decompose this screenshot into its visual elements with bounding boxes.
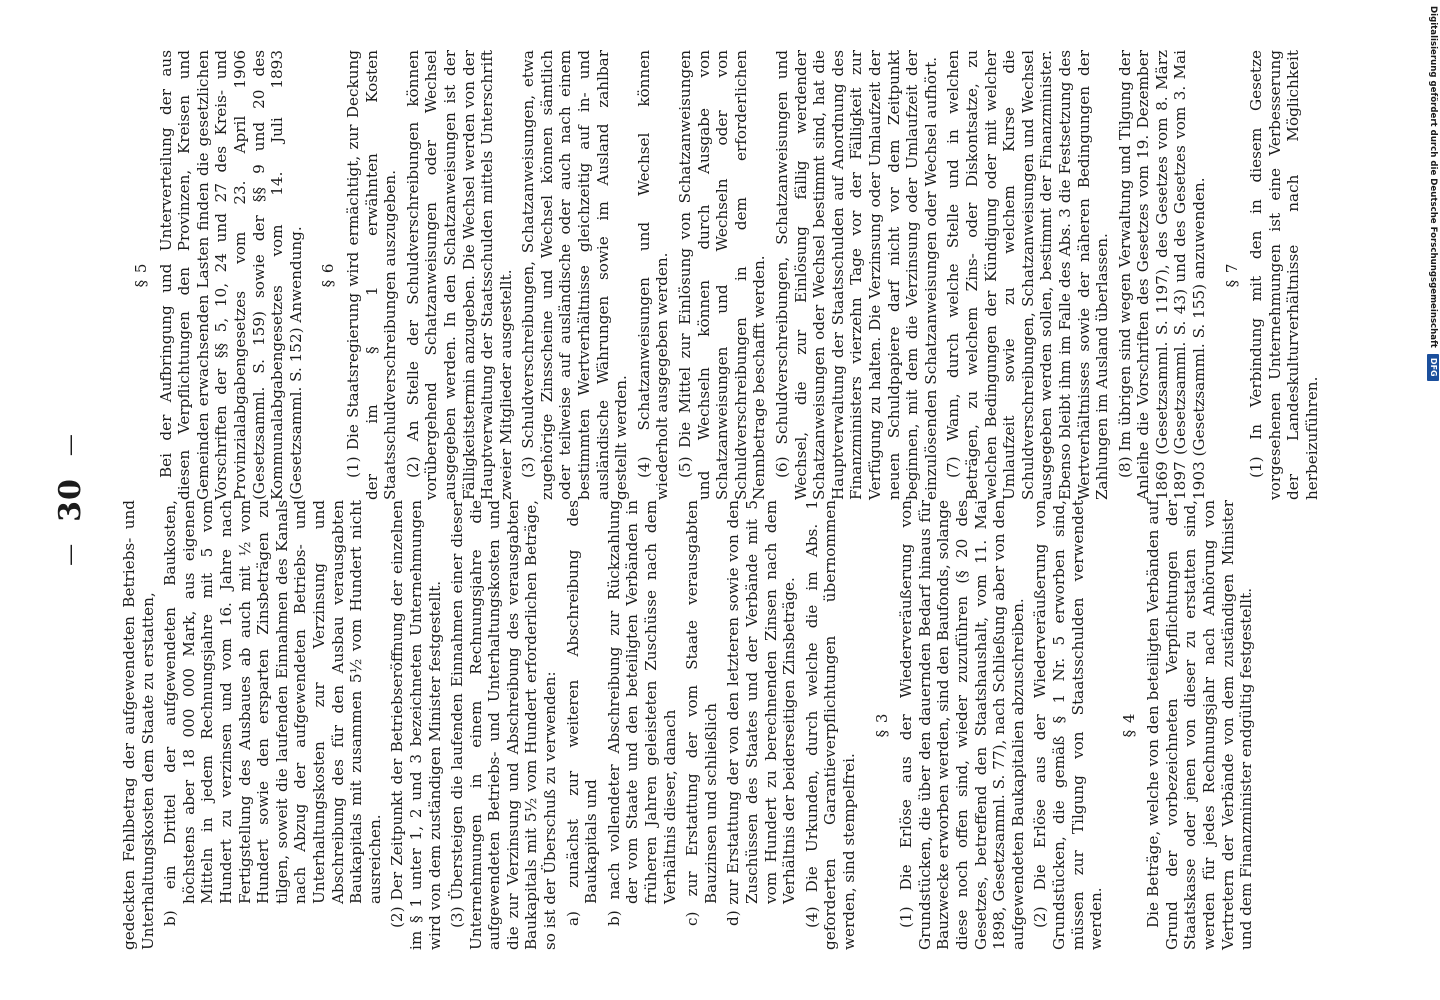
page-number: 30: [52, 478, 88, 522]
section-heading: § 7: [1222, 262, 1241, 288]
paragraph: (7) Wann, durch welche Stelle und in welchen Beträgen, zu welchem Zins- oder Diskontsatze, zu welchen Bedingungen der Kündigung oder mit welcher Umlaufzeit sowie zu welchem Kurse die Schuldverschreibungen, Schatzanweisungen und Wechsel ausgegeben werden sollen, bestimmt der Finanzminister. Ebenso bleibt ihm im Falle des Abs. 3 die Festsetzung des Wertverhältnisses sowie der näheren Bedingungen der Zahlungen im Ausland überlassen.: [944, 50, 1112, 500]
paragraph: Die Beträge, welche von den beteiligten Verbänden auf Grund der vorbezeichneten Verpflichtungen der Staatskasse oder jenen von dieser zu erstatten sind, werden für jedes Rechnungsjahr nach Anhörung von Vertretern der Verbände von dem zuständigen Minister und dem Finanzminister endgültig festgestellt.: [1144, 500, 1256, 950]
section-heading: § 5: [132, 262, 150, 288]
dfg-logo: DFG: [1427, 354, 1439, 381]
paragraph: (3) Schuldverschreibungen, Schatzanweisungen, etwa zugehörige Zinsscheine und Wechsel können sämtlich oder teilweise auf ausländische oder auch nach einem bestimmten Wertverhältnisse gleichzeitig auf in- und ausländische Währungen sowie im Ausland zahlbar gestellt werden.: [519, 50, 631, 500]
list-item: d) zur Erstattung der von den letzteren sowie von den Zuschüssen des Staates und der Verbände mit 5 vom Hundert zu berechnenden Zinsen nach dem Verhältnis der beiderseitigen Zinsbeträge.: [724, 500, 799, 926]
header-dash-right: —: [57, 434, 83, 457]
paragraph: (8) Im übrigen sind wegen Verwaltung und Tilgung der Anleihe die Vorschriften des Gesetzes vom 19. Dezember 1869 (Gesetzsamml. S. 1197), des Gesetzes vom 8. März 1897 (Gesetzsamml. S. 43) und des Gesetzes vom 3. Mai 1903 (Gesetzsamml. S. 155) anzuwenden.: [1115, 50, 1209, 500]
paragraph: (1) In Verbindung mit den in diesem Gesetze vorgesehenen Unternehmungen ist eine Verbesserung der Landeskulturverhältnisse nach Möglichkeit herbeizuführen.: [1247, 50, 1322, 500]
paragraph: (2) An Stelle der Schuldverschreibungen können vorübergehend Schatzanweisungen oder Wechsel ausgegeben werden. In den Schatzanweisungen ist der Fälligkeitstermin anzugeben. Die Wechsel werden von der Hauptverwaltung der Staatsschulden mittels Unterschrift zweier Mitglieder ausgestellt.: [403, 50, 515, 500]
list-item: b) ein Drittel der aufgewendeten Baukosten, höchstens aber 18 000 000 Mark, aus eigenen Mitteln in jedem Rechnungsjahre mit 5 vom Hundert zu verzinsen und vom 16. Jahre nach Fertigstellung des Ausbaues ab auch mit ½ vom Hundert sowie den ersparten Zinsbeträgen zu tilgen, soweit die laufenden Einnahmen des Kanals nach Abzug der aufgewendeten Betriebs- und Unterhaltungskosten zur Verzinsung und Abschreibung des für den Ausbau verausgabten Baukapitals mit zusammen 5½ vom Hundert nicht ausreichen.: [161, 500, 384, 926]
paragraph: (6) Schuldverschreibungen, Schatzanweisungen und Wechsel, die zur Einlösung fällig werdender Schatzanweisungen oder Wechsel bestimmt sind, hat die Hauptverwaltung der Staatsschulden auf Anordnung des Finanzministers vierzehn Tage vor der Fälligkeit zur Verfügung zu halten. Die Verzinsung oder Umlaufzeit der neuen Schuldpapiere darf nicht vor dem Zeitpunkt beginnen, mit dem die Verzinsung oder Umlaufzeit der einzulösenden Schatzanweisungen oder Wechsel aufhört.: [773, 50, 940, 500]
right-text-column: [118, 50, 1326, 500]
header-dash-left: —: [57, 543, 83, 566]
section-heading: § 6: [319, 262, 338, 288]
list-item: c) zur Erstattung der vom Staate verausgabten Bauzinsen und schließlich: [683, 500, 720, 926]
list-item: b) nach vollendeter Abschreibung zur Rückzahlung der vom Staate und den beteiligten Verbänden in früheren Jahren geleisteten Zuschüsse nach dem Verhältnis dieser, danach: [604, 500, 679, 926]
section-heading: § 3: [872, 712, 891, 738]
digitization-credit: [1426, 6, 1440, 1000]
left-text-column: [120, 500, 1260, 950]
page-header: [40, 0, 100, 1000]
paragraph: gedeckten Fehlbetrag der aufgewendeten Betriebs- und Unterhaltungskosten dem Staate zu erstatten,: [120, 500, 157, 950]
paragraph: (1) Die Erlöse aus der Wiederveräußerung von Grundstücken, die über den dauernden Bedarf hinaus für Bauzwecke erworben werden, sind den Baufonds, solange diese noch offen sind, wieder zuzuführen (§ 20 des Gesetzes, betreffend den Staatshaushalt, vom 11. Mai 1898, Gesetzsamml. S. 77), nach Schließung aber von den aufgewendeten Baukapitalien abzuschreiben.: [897, 500, 1027, 950]
paragraph: (5) Die Mittel zur Einlösung von Schatzanweisungen und Wechseln können durch Ausgabe von Schatzanweisungen und Wechseln oder von Schuldverschreibungen in dem erforderlichen Nennbetrage beschafft werden.: [676, 50, 769, 500]
paragraph: Bei der Aufbringung und Unterverteilung der aus diesen Verpflichtungen den Provinzen, Kreisen und Gemeinden erwachsenden Lasten finden die gesetzlichen Vorschriften der §§ 5, 10, 24 und 27 des Kreis- und Provinzialabgabengesetzes vom 23. April 1906 (Gesetzsamml. S. 159) sowie der §§ 9 und 20 des Kommunalabgabengesetzes vom 14. Juli 1893 (Gesetzsamml. S. 152) Anwendung.: [156, 50, 305, 500]
paragraph: (2) Der Zeitpunkt der Betriebseröffnung der einzelnen im § 1 unter 1, 2 und 3 bezeichneten Unternehmungen wird von dem zuständigen Minister festgestellt.: [388, 500, 444, 950]
section-heading: § 4: [1119, 712, 1138, 738]
paragraph: (1) Die Staatsregierung wird ermächtigt, zur Deckung der im § 1 erwähnten Kosten Staatsschuldverschreibungen auszugeben.: [343, 50, 400, 500]
paragraph: (4) Die Urkunden, durch welche die im Abs. 1 geforderten Garantieverpflichtungen übernommen werden, sind stempelfrei.: [802, 500, 858, 950]
paragraph: (4) Schatzanweisungen und Wechsel können wiederholt ausgegeben werden.: [634, 50, 672, 500]
paragraph: (3) Übersteigen die laufenden Einnahmen einer dieser Unternehmungen in einem Rechnungsjahre die aufgewendeten Betriebs- und Unterhaltungskosten und die zur Verzinsung und Abschreibung des verausgabten Baukapitals mit 5½ vom Hundert erforderlichen Beträge, so ist der Überschuß zu verwenden:: [448, 500, 560, 950]
document-page: [40, 0, 1320, 1000]
paragraph: (2) Die Erlöse aus der Wiederveräußerung von Grundstücken, die gemäß § 1 Nr. 5 erworben sind, müssen zur Tilgung von Staatsschulden verwendet werden.: [1031, 500, 1106, 950]
credit-text: Digitalisierung gefördert durch die Deutsche Forschungsgemeinschaft: [1428, 6, 1438, 348]
list-item: a) zunächst zur weiteren Abschreibung des Baukapitals und: [563, 500, 601, 926]
